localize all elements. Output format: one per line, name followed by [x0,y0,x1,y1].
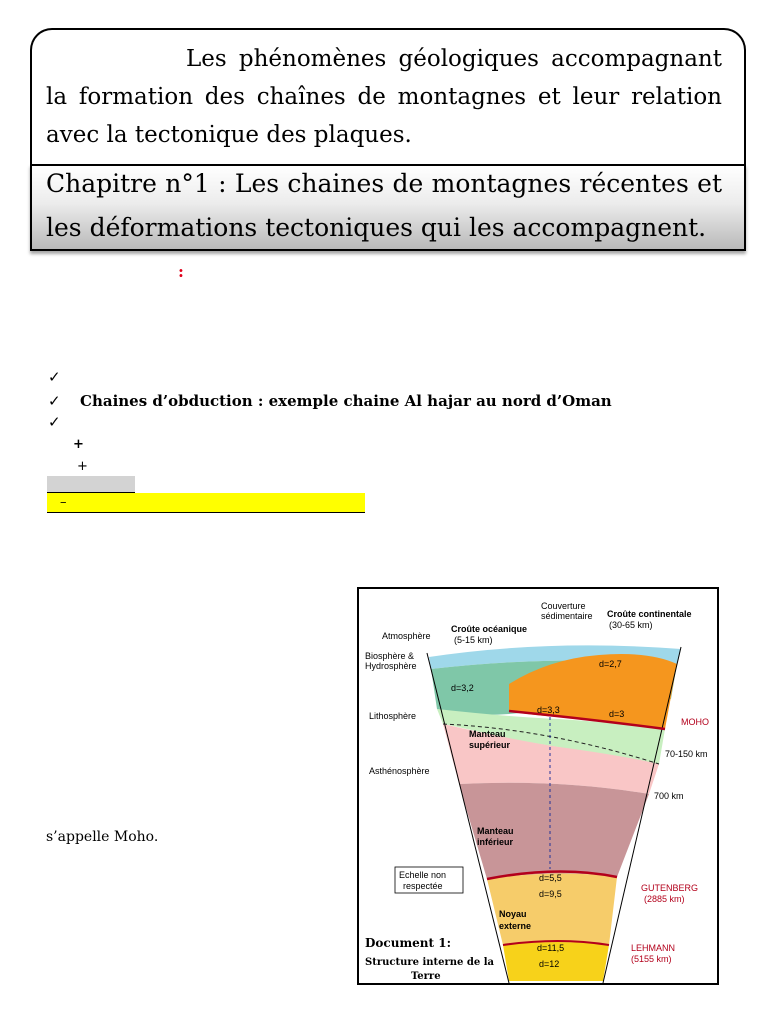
lesson-title [46,40,722,154]
svg-text:externe: externe [499,921,532,931]
moho-sentence: s’appelle Moho. [46,829,159,845]
asthenosphere-label: Asthénosphère [369,766,430,776]
lehmann-label: LEHMANN [631,943,676,953]
svg-text:70-150 km: 70-150 km [665,749,708,759]
svg-text:d=3,2: d=3,2 [451,683,474,693]
svg-text:respectée: respectée [403,881,443,891]
figure-caption-title: Document 1: [365,936,451,950]
earth-structure-figure [357,587,719,985]
minus-marker: – [60,495,67,510]
grey-highlight-band [47,476,135,493]
figure-caption-line2: Terre [411,971,441,982]
svg-text:d=11,5: d=11,5 [537,943,565,953]
lesson-title-text: Les phénomènes géologiques accompagnant la formation des chaînes de montagnes et leur relation avec la tectonique des plaques. [46,46,722,148]
gutenberg-label: GUTENBERG [641,883,699,893]
svg-text:(5155 km): (5155 km) [631,954,672,964]
svg-text:inférieur: inférieur [477,837,514,847]
red-colon: : [178,262,184,281]
lithosphere-label: Lithosphère [369,711,417,721]
svg-text:d=2,7: d=2,7 [599,659,622,669]
oceanic-crust-label: Croûte océanique [451,624,528,634]
moho-label: MOHO [681,717,709,727]
svg-text:(2885 km): (2885 km) [644,894,685,904]
svg-text:(5-15 km): (5-15 km) [454,635,493,645]
lower-mantle-label: Manteau [477,826,514,836]
chapter-title: Chapitre n°1 : Les chaines de montagnes récentes et les déformations tectoniques qui les accompagnent. [46,169,722,242]
plus-marker: + [77,459,88,474]
check-icon: ✓ [48,392,61,410]
biosphere-label: Biosphère & [365,651,415,661]
scale-note: Echelle non [399,870,447,880]
outer-core-label: Noyau [499,909,527,919]
sedimentary-cover-label: Couverture [541,601,586,611]
svg-text:supérieur: supérieur [469,740,511,750]
svg-text:d=9,5: d=9,5 [539,889,562,899]
plus-marker: + [73,437,84,452]
svg-text:d=3,3: d=3,3 [537,705,560,715]
earth-structure-diagram [359,589,719,985]
svg-text:Hydrosphère: Hydrosphère [365,661,417,671]
svg-text:d=12: d=12 [539,959,560,969]
yellow-highlight-band [47,493,365,513]
obduction-bullet: Chaines d’obduction : exemple chaine Al hajar au nord d’Oman [80,392,612,410]
svg-text:d=5,5: d=5,5 [539,873,562,883]
check-icon: ✓ [48,368,61,386]
continental-crust-label: Croûte continentale [607,609,692,619]
svg-text:(30-65 km): (30-65 km) [609,620,653,630]
figure-caption-line1: Structure interne de la [365,957,495,968]
svg-text:sédimentaire: sédimentaire [541,611,593,621]
svg-text:d=3: d=3 [609,709,625,719]
check-icon: ✓ [48,413,61,431]
svg-text:700 km: 700 km [654,791,684,801]
upper-mantle-label: Manteau [469,729,506,739]
atmosphere-label: Atmosphère [382,631,431,641]
